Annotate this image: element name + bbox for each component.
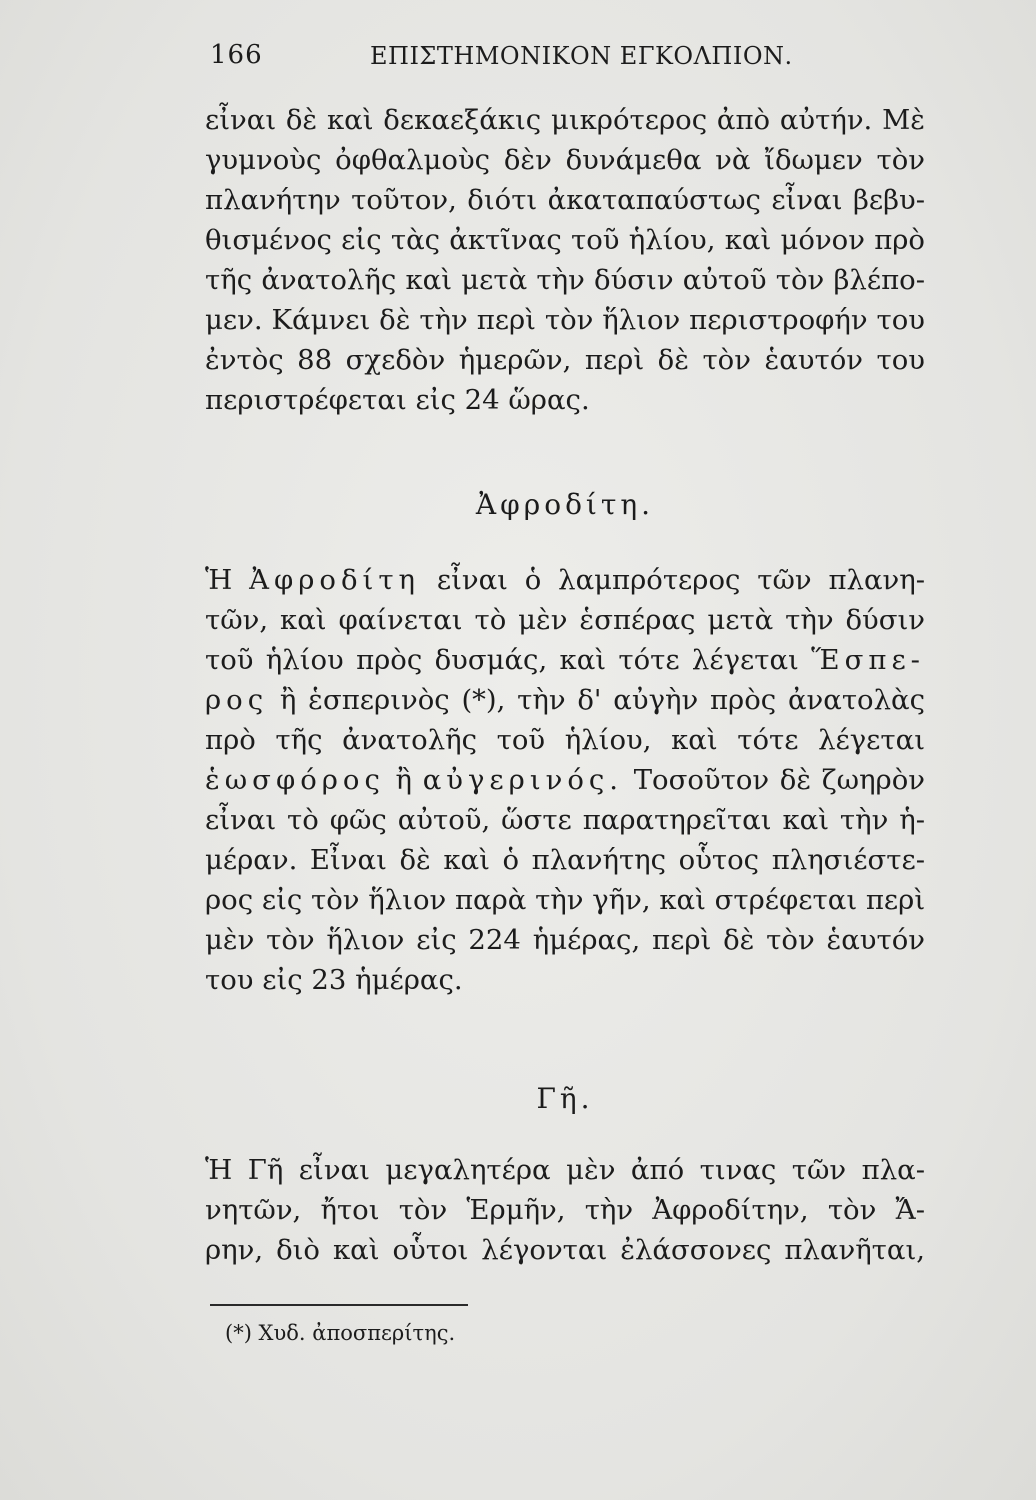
text-line: του εἰς 23 ἡμέρας.: [205, 964, 463, 996]
term-hesperos-cont: ρος: [205, 684, 269, 716]
text-line: [205, 560, 925, 600]
text-span: Τοσοῦτον δὲ ζωηρὸν: [633, 764, 925, 796]
text-span: τοῦ ἡλίου πρὸς δυσμάς, καὶ τότε λέγεται: [205, 644, 799, 676]
text-span: ἢ: [395, 764, 413, 796]
text-line: τῶν, καὶ φαίνεται τὸ μὲν ἑσπέρας μετὰ τὴν δύσιν: [205, 604, 925, 636]
text-line: εἶναι δὲ καὶ δεκαεξάκις μικρότερος ἀπὸ αὐτήν. Μὲ: [205, 104, 925, 136]
paragraph-lead: Ἡ: [205, 564, 233, 596]
page-number: 166: [210, 40, 263, 70]
text-line: νητῶν, ἤτοι τὸν Ἑρμῆν, τὴν Ἀφροδίτην, τὸν Ἄ-: [205, 1194, 925, 1226]
text-line: [205, 640, 925, 680]
text-line: μὲν τὸν ἥλιον εἰς 224 ἡμέρας, περὶ δὲ τὸν ἑαυτόν: [205, 924, 925, 956]
paragraph-earth: [205, 1150, 925, 1270]
section-heading-earth: Γῆ.: [536, 1082, 594, 1115]
term-augerinos: αὐγερινός.: [422, 764, 624, 796]
text-line: ρος εἰς τὸν ἥλιον παρὰ τὴν γῆν, καὶ στρέφεται περὶ: [205, 884, 926, 916]
text-line: [205, 680, 925, 720]
text-line: ρην, διὸ καὶ οὗτοι λέγονται ἐλάσσονες πλανῆται,: [205, 1234, 925, 1266]
term-hesperos: Ἕσπε-: [811, 644, 925, 676]
text-line: [205, 760, 925, 800]
text-line: θισμένος εἰς τὰς ἀκτῖνας τοῦ ἡλίου, καὶ μόνον πρὸ: [205, 224, 925, 256]
text-line: μεν. Κάμνει δὲ τὴν περὶ τὸν ἥλιον περιστροφήν του: [205, 304, 925, 336]
text-line: πρὸ τῆς ἀνατολῆς τοῦ ἡλίου, καὶ τότε λέγεται: [205, 724, 925, 756]
running-title: ΕΠΙΣΤΗΜΟΝΙΚΟΝ ΕΓΚΟΛΠΙΟΝ.: [370, 42, 793, 70]
text-span: ἢ ἑσπερινὸς (*), τὴν δ' αὐγὴν πρὸς ἀνατολὰς: [279, 684, 925, 716]
text-line: περιστρέφεται εἰς 24 ὥρας.: [205, 384, 590, 416]
footnote: (*) Χυδ. ἀποσπερίτης.: [225, 1321, 456, 1345]
text-span: εἶναι ὁ λαμπρότερος τῶν πλανη-: [436, 564, 926, 596]
section-heading-aphrodite: Ἀφροδίτη.: [475, 488, 655, 521]
text-line: εἶναι τὸ φῶς αὐτοῦ, ὥστε παρατηρεῖται καὶ τὴν ἡ-: [205, 804, 925, 836]
text-line: ἐντὸς 88 σχεδὸν ἡμερῶν, περὶ δὲ τὸν ἑαυτόν του: [205, 344, 925, 376]
page-header: [210, 40, 930, 80]
text-line: Ἡ Γῆ εἶναι μεγαλητέρα μὲν ἀπό τινας τῶν πλα-: [205, 1154, 925, 1186]
footnote-divider: [210, 1304, 468, 1306]
text-line: τῆς ἀνατολῆς καὶ μετὰ τὴν δύσιν αὐτοῦ τὸν βλέπο-: [205, 264, 925, 296]
text-line: πλανήτην τοῦτον, διότι ἀκαταπαύστως εἶναι βεβυ-: [205, 184, 925, 216]
text-line: μέραν. Εἶναι δὲ καὶ ὁ πλανήτης οὗτος πλησιέστε-: [205, 844, 925, 876]
term-eosphoros: ἑωσφόρος: [205, 764, 385, 796]
paragraph-mercury-end: [205, 100, 925, 420]
term-aphrodite: Ἀφροδίτη: [249, 564, 421, 596]
text-line: γυμνοὺς ὀφθαλμοὺς δὲν δυνάμεθα νὰ ἴδωμεν τὸν: [205, 144, 925, 176]
paragraph-aphrodite: [205, 560, 925, 1000]
